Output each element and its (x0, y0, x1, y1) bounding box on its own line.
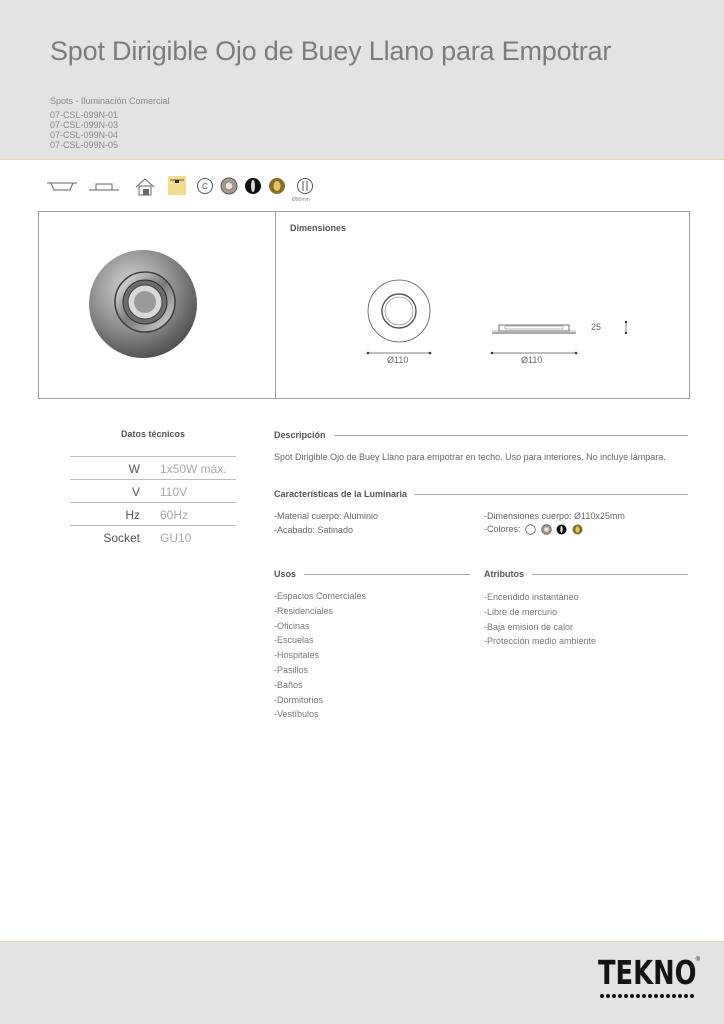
attributes-list (484, 590, 688, 649)
list-item: -Dormitorios (274, 694, 324, 705)
product-category: Spots - Iluminación Comercial (50, 96, 170, 106)
description-text: Spot Dirigible Ojo de Buey Llano para empotrar en techo. Uso para interiores. No incluye lámpara. (274, 452, 666, 462)
features-right (484, 509, 688, 523)
tech-key: Hz (125, 508, 140, 522)
feature-item: -Dimensiones cuerpo: Ø110x25mm (484, 511, 625, 521)
color-swatch-black (556, 524, 567, 535)
tech-key: W (128, 462, 140, 476)
list-item: -Escuelas (274, 635, 314, 646)
uses-heading (274, 569, 470, 581)
ceiling-mount-icon (168, 176, 186, 195)
colors-label: -Colores: (484, 524, 521, 534)
tech-value: 60Hz (160, 508, 189, 522)
brand-logo (598, 955, 700, 1005)
description-title: Descripción (274, 430, 334, 440)
product-code: 07-CSL-099N-03 (50, 120, 119, 130)
color-swatch-gold (572, 524, 583, 535)
tech-table (70, 456, 236, 549)
description-heading (274, 430, 688, 442)
list-item: -Hospitales (274, 650, 320, 661)
frame-divider (275, 212, 276, 398)
list-item: -Libre de mercurio (484, 606, 558, 617)
black-color-icon (244, 177, 262, 195)
tech-key: V (131, 485, 140, 499)
colors-line (484, 524, 583, 538)
product-title: Spot Dirigible Ojo de Buey Llano para Empotrar (50, 36, 612, 66)
list-item: -Espacios Comerciales (274, 591, 367, 601)
tech-value: 110V (160, 485, 188, 499)
features-title: Características de la Luminaria (274, 489, 415, 499)
list-item: -Oficinas (274, 620, 310, 631)
cutout-diameter-icon (296, 177, 314, 195)
front-diameter-label: Ø110 (387, 355, 409, 365)
tech-value: 1x50W máx. (160, 462, 227, 476)
color-swatch-white (525, 524, 536, 535)
uses-title: Usos (274, 569, 304, 579)
tech-title: Datos técnicos (120, 429, 186, 439)
indoor-house-icon (134, 177, 158, 197)
recessed-flat-icon (88, 180, 120, 194)
list-item: -Baños (274, 679, 303, 690)
features-left (274, 509, 474, 537)
gold-color-icon (268, 177, 286, 195)
satin-color-icon (220, 177, 238, 195)
tech-row (70, 503, 236, 526)
side-diameter-label: Ø110 (521, 355, 543, 365)
tech-key: Socket (103, 531, 140, 545)
product-photo (87, 248, 199, 360)
list-item: -Vestíbulos (274, 709, 319, 720)
header-band (0, 0, 724, 160)
tech-row (70, 480, 236, 503)
feature-item: -Material cuerpo: Aluminio (274, 511, 379, 521)
list-item: -Pasillos (274, 664, 309, 675)
list-item: -Baja emision de calor (484, 621, 574, 632)
dimensions-title: Dimensiones (290, 223, 347, 233)
cutout-caption: Ø80mm (292, 197, 310, 203)
feature-item: -Acabado: Satinado (274, 525, 354, 535)
product-code: 07-CSL-099N-05 (50, 140, 119, 150)
color-swatch-satin (541, 524, 552, 535)
features-heading (274, 489, 688, 501)
registered-mark: ® (695, 957, 700, 963)
c-mark-label: C (202, 182, 208, 191)
logo-dots (600, 993, 694, 999)
height-label: 25 (591, 322, 602, 332)
tech-row (70, 526, 236, 549)
attributes-title: Atributos (484, 569, 532, 579)
c-mark-icon (196, 177, 214, 195)
front-inner-circle (382, 294, 416, 328)
recessed-trim-icon (46, 180, 78, 194)
list-item: -Protección medio ambiente (484, 636, 597, 647)
tech-value: GU10 (160, 531, 192, 545)
list-item: -Residenciales (274, 605, 334, 616)
product-code: 07-CSL-099N-01 (50, 110, 119, 120)
product-code: 07-CSL-099N-04 (50, 130, 119, 140)
product-codes (50, 110, 118, 150)
attributes-heading (484, 569, 688, 581)
product-frame (38, 211, 690, 399)
uses-list (274, 589, 464, 722)
front-outer-circle (368, 280, 430, 342)
brand-logo-text: TEKNO (598, 953, 697, 992)
tech-row (70, 457, 236, 480)
list-item: -Encendido instantáneo (484, 592, 579, 602)
